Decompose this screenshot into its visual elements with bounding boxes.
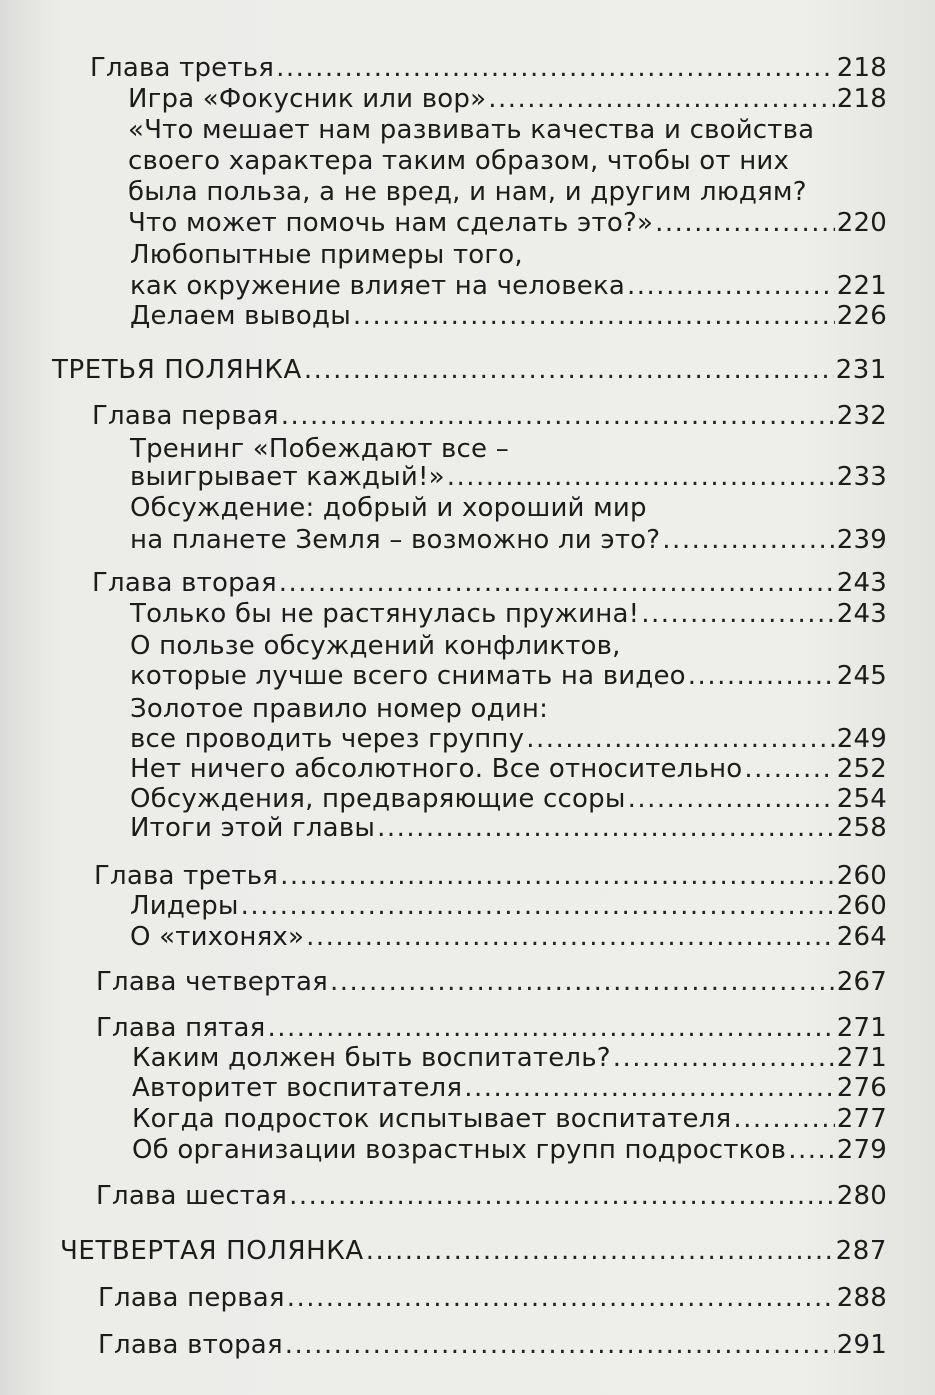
toc-entry-title: Что может помочь нам сделать это?» bbox=[128, 208, 654, 238]
toc-entry-title-line: Обсуждение: добрый и хороший мир bbox=[130, 493, 647, 523]
leader-dots bbox=[330, 967, 835, 997]
toc-entry-page: 232 bbox=[836, 401, 887, 431]
toc-entry-title: Глава пятая bbox=[96, 1013, 266, 1043]
toc-entry-title-line: своего характера таким образом, чтобы от них bbox=[128, 146, 790, 176]
toc-entry bbox=[130, 813, 887, 843]
toc-entry-page: 258 bbox=[836, 813, 887, 843]
leader-dots bbox=[641, 599, 835, 629]
toc-entry bbox=[96, 1013, 887, 1043]
toc-entry-title: как окружение влияет на человека bbox=[130, 271, 626, 301]
toc-entry-title: Глава четвертая bbox=[96, 967, 328, 997]
leader-dots bbox=[287, 1283, 835, 1313]
toc-section-page: 231 bbox=[835, 355, 887, 385]
toc-entry-page: 267 bbox=[836, 967, 887, 997]
leader-dots bbox=[447, 462, 835, 492]
toc-entry-page: 288 bbox=[836, 1283, 887, 1313]
toc-entry-page: 221 bbox=[836, 271, 887, 301]
toc-entry bbox=[92, 568, 887, 598]
leader-dots bbox=[281, 401, 835, 431]
toc-entry-title: Итоги этой главы bbox=[130, 813, 376, 843]
toc-entry-page: 277 bbox=[836, 1104, 887, 1134]
toc-entry-title-line: О пользе обсуждений конфликтов, bbox=[130, 631, 621, 661]
toc-entry-page: 279 bbox=[836, 1135, 887, 1165]
toc-entry bbox=[94, 861, 887, 891]
toc-entry-page: 271 bbox=[836, 1013, 887, 1043]
leader-dots bbox=[353, 301, 835, 331]
leader-dots bbox=[280, 861, 835, 891]
toc-entry-title: Глава шестая bbox=[96, 1181, 288, 1211]
toc-entry-page: 243 bbox=[836, 568, 887, 598]
toc-entry-title: выигрывает каждый!» bbox=[130, 462, 445, 492]
leader-dots bbox=[744, 754, 834, 784]
toc-entry-title: Об организации возрастных групп подростков bbox=[132, 1135, 787, 1165]
toc-entry bbox=[128, 208, 887, 238]
toc-entry-page: 220 bbox=[836, 208, 887, 238]
leader-dots bbox=[655, 208, 835, 238]
toc-entry-page: 233 bbox=[836, 462, 887, 492]
leader-dots bbox=[526, 724, 835, 754]
toc-section-title: ТРЕТЬЯ ПОЛЯНКА bbox=[52, 355, 302, 385]
leader-dots bbox=[377, 813, 835, 843]
toc-entry bbox=[130, 525, 887, 555]
toc-entry bbox=[132, 1073, 887, 1103]
leader-dots bbox=[306, 922, 835, 952]
toc-entry bbox=[98, 1283, 887, 1313]
toc-entry-title: Обсуждения, предваряющие ссоры bbox=[130, 784, 626, 814]
leader-dots bbox=[304, 355, 834, 385]
toc-entry-page: 264 bbox=[836, 922, 887, 952]
toc-entry-page: 243 bbox=[836, 599, 887, 629]
toc-entry-title-line: Любопытные примеры того, bbox=[130, 240, 523, 270]
toc-section-page: 287 bbox=[835, 1236, 887, 1266]
leader-dots bbox=[688, 661, 835, 691]
toc-entry-title: Только бы не растянулась пружина! bbox=[130, 599, 640, 629]
toc-entry bbox=[96, 967, 887, 997]
toc-entry-title: Глава третья bbox=[94, 861, 279, 891]
toc-entry-title: О «тихонях» bbox=[130, 922, 305, 952]
toc-entry-page: 249 bbox=[836, 724, 887, 754]
toc-entry bbox=[90, 53, 887, 83]
toc-entry-page: 226 bbox=[836, 301, 887, 331]
toc-entry bbox=[96, 1181, 887, 1211]
toc-entry-page: 260 bbox=[836, 861, 887, 891]
leader-dots bbox=[366, 1236, 834, 1266]
toc-entry-title-line: «Что мешает нам развивать качества и свойства bbox=[128, 115, 815, 145]
leader-dots bbox=[662, 525, 834, 555]
toc-entry-title: Глава первая bbox=[92, 401, 279, 431]
toc-entry bbox=[130, 891, 887, 921]
toc-entry bbox=[130, 462, 887, 492]
leader-dots bbox=[276, 53, 835, 83]
toc-entry-title: на планете Земля – возможно ли это? bbox=[130, 525, 661, 555]
leader-dots bbox=[627, 271, 835, 301]
leader-dots bbox=[628, 784, 835, 814]
toc-entry-page: 276 bbox=[836, 1073, 887, 1103]
toc-entry-page: 254 bbox=[836, 784, 887, 814]
toc-entry-title: Глава вторая bbox=[92, 568, 277, 598]
toc-entry bbox=[130, 271, 887, 301]
leader-dots bbox=[285, 1330, 835, 1360]
leader-dots bbox=[464, 1073, 835, 1103]
toc-entry bbox=[130, 599, 887, 629]
toc-entry-title-line: была польза, а не вред, и нам, и другим людям? bbox=[128, 177, 807, 207]
toc-entry bbox=[130, 784, 887, 814]
leader-dots bbox=[279, 568, 835, 598]
toc-entry bbox=[98, 1330, 887, 1360]
toc-entry-title: Делаем выводы bbox=[130, 301, 351, 331]
toc-entry-page: 239 bbox=[836, 525, 887, 555]
toc-entry-title-line: Золотое правило номер один: bbox=[130, 694, 549, 724]
toc-entry-page: 218 bbox=[836, 84, 887, 114]
leader-dots bbox=[268, 1013, 835, 1043]
toc-entry-page: 280 bbox=[836, 1181, 887, 1211]
toc-section-title: ЧЕТВЕРТАЯ ПОЛЯНКА bbox=[60, 1236, 364, 1266]
toc-entry-title: Глава вторая bbox=[98, 1330, 283, 1360]
toc-entry bbox=[130, 661, 887, 691]
toc-entry-title: Глава третья bbox=[90, 53, 275, 83]
toc-entry bbox=[92, 401, 887, 431]
toc-entry-title: Авторитет воспитателя bbox=[132, 1073, 463, 1103]
toc-entry-page: 252 bbox=[836, 754, 887, 784]
toc-entry-title: Когда подросток испытывает воспитателя bbox=[132, 1104, 732, 1134]
toc-entry-title: Игра «Фокусник или вор» bbox=[128, 84, 487, 114]
toc-entry-title: которые лучше всего снимать на видео bbox=[130, 661, 686, 691]
toc-entry-title: Глава первая bbox=[98, 1283, 285, 1313]
toc-entry-title: Нет ничего абсолютного. Все относительно bbox=[130, 754, 743, 784]
leader-dots bbox=[788, 1135, 835, 1165]
toc-entry bbox=[132, 1135, 887, 1165]
toc-entry bbox=[130, 922, 887, 952]
toc-entry bbox=[128, 84, 887, 114]
leader-dots bbox=[613, 1043, 835, 1073]
toc-entry-title: Лидеры bbox=[130, 891, 239, 921]
toc-section bbox=[52, 355, 887, 385]
toc-entry bbox=[132, 1104, 887, 1134]
toc-entry-page: 291 bbox=[836, 1330, 887, 1360]
toc-entry-title: Каким должен быть воспитатель? bbox=[132, 1043, 611, 1073]
toc-entry bbox=[132, 1043, 887, 1073]
toc-entry-page: 260 bbox=[836, 891, 887, 921]
leader-dots bbox=[488, 84, 835, 114]
toc-entry-page: 218 bbox=[836, 53, 887, 83]
leader-dots bbox=[289, 1181, 835, 1211]
leader-dots bbox=[241, 891, 835, 921]
toc-entry-page: 271 bbox=[836, 1043, 887, 1073]
leader-dots bbox=[733, 1104, 834, 1134]
toc-entry-title-line: Тренинг «Побеждают все – bbox=[130, 434, 509, 464]
toc-entry bbox=[130, 301, 887, 331]
toc-entry-page: 245 bbox=[836, 661, 887, 691]
toc-entry-title: все проводить через группу bbox=[130, 724, 525, 754]
toc-entry bbox=[130, 724, 887, 754]
toc-section bbox=[60, 1236, 887, 1266]
toc-entry bbox=[130, 754, 887, 784]
